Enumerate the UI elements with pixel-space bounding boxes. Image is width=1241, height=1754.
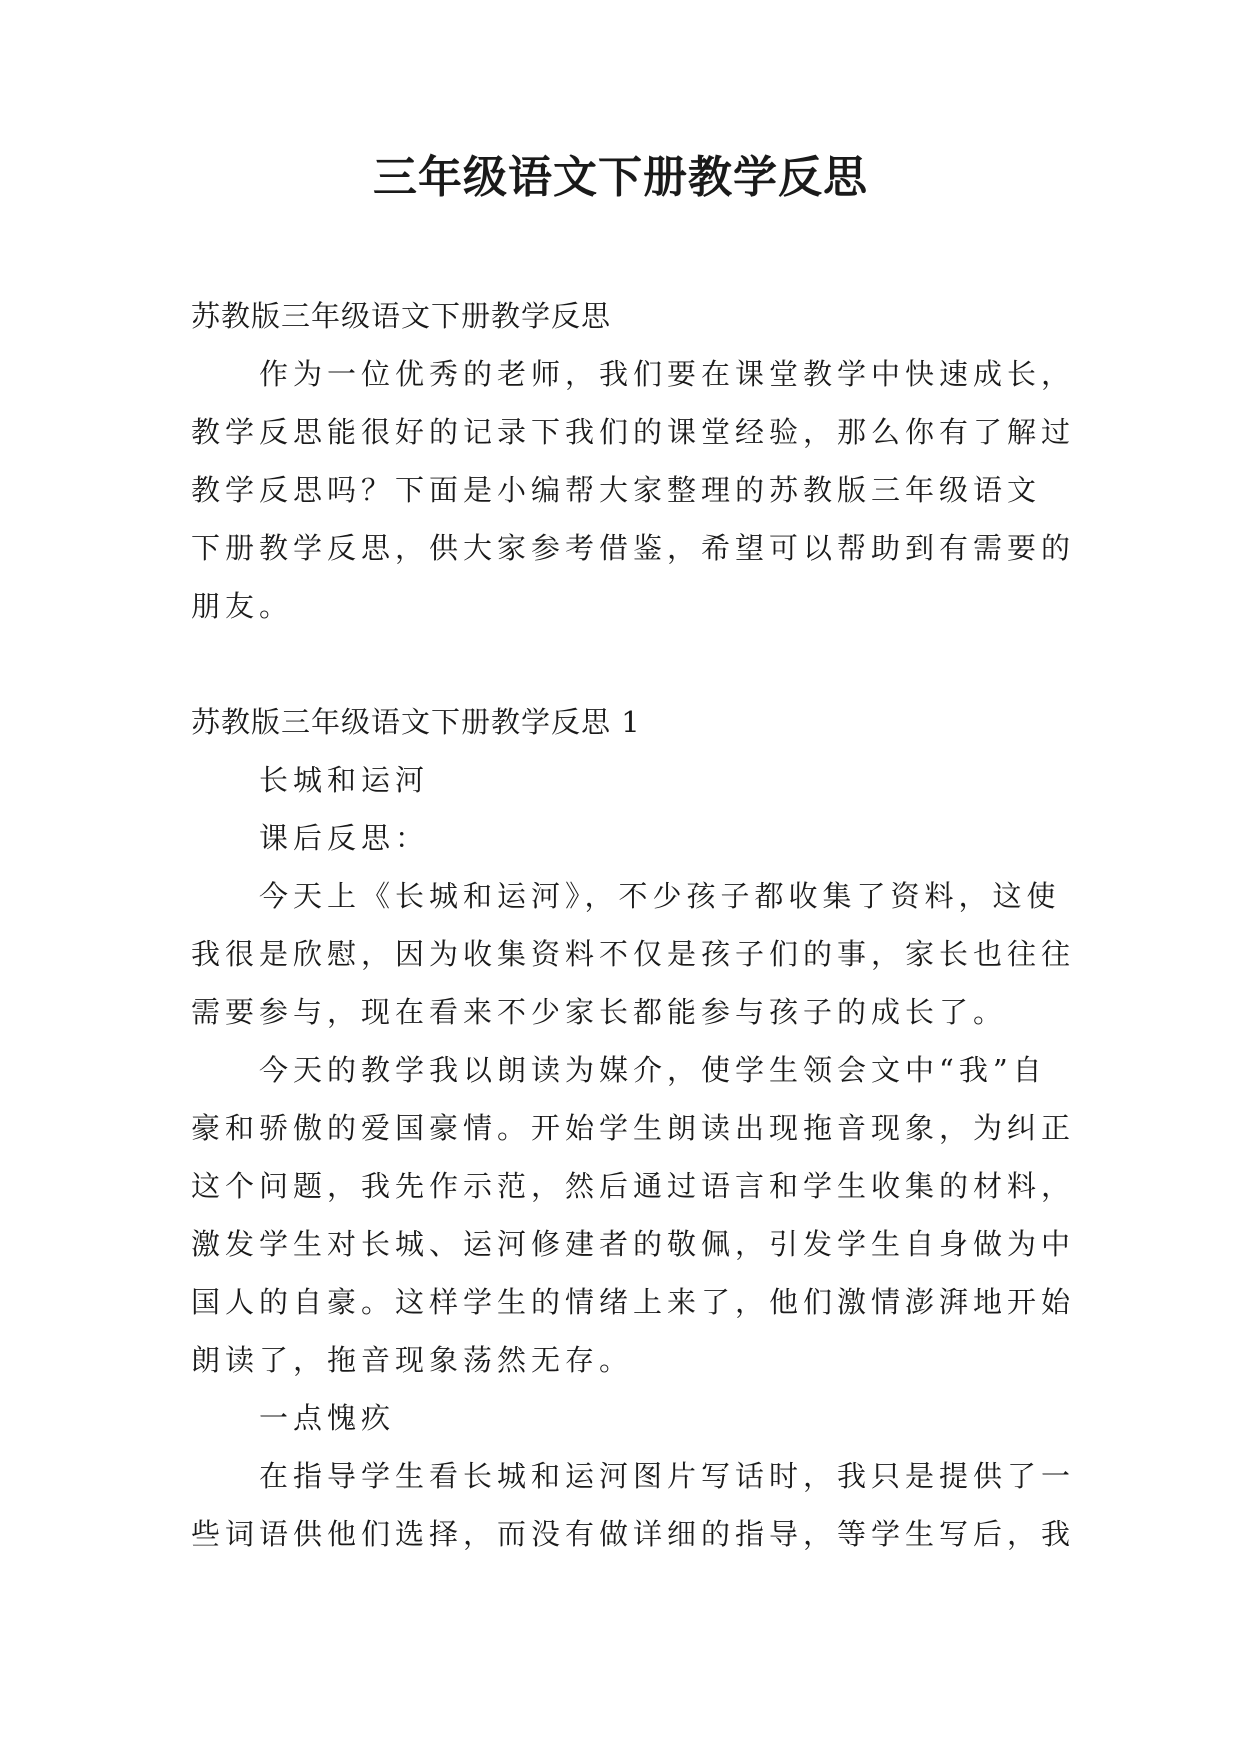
document-title: 三年级语文下册教学反思 (373, 152, 868, 203)
paragraph-line: 这个问题，我先作示范，然后通过语言和学生收集的材料， (191, 1169, 1076, 1203)
paragraph-line: 作为一位优秀的老师，我们要在课堂教学中快速成长， (259, 357, 1076, 391)
paragraph-line: 朗读了，拖音现象荡然无存。 (191, 1343, 634, 1377)
subheading-line: 长城和运河 (259, 763, 430, 797)
paragraph-line: 教学反思吗？下面是小编帮大家整理的苏教版三年级语文 (191, 473, 1042, 507)
paragraph-line: 下册教学反思，供大家参考借鉴，希望可以帮助到有需要的 (191, 531, 1076, 565)
paragraph-line: 些词语供他们选择，而没有做详细的指导，等学生写后，我 (191, 1517, 1076, 1551)
paragraph-line: 今天的教学我以朗读为媒介，使学生领会文中“我”自 (259, 1053, 1047, 1087)
subheading-line: 一点愧疚 (259, 1401, 396, 1435)
subheading-line: 课后反思： (259, 821, 430, 855)
paragraph-line: 在指导学生看长城和运河图片写话时，我只是提供了一 (259, 1459, 1076, 1493)
paragraph-line: 豪和骄傲的爱国豪情。开始学生朗读出现拖音现象，为纠正 (191, 1111, 1076, 1145)
document-body (191, 287, 1076, 1563)
blank-line (191, 635, 1069, 693)
paragraph-line: 教学反思能很好的记录下我们的课堂经验，那么你有了解过 (191, 415, 1076, 449)
paragraph-line: 朋友。 (191, 589, 294, 623)
paragraph-line: 需要参与，现在看来不少家长都能参与孩子的成长了。 (191, 995, 1008, 1029)
paragraph-line: 我很是欣慰，因为收集资料不仅是孩子们的事，家长也往往 (191, 937, 1076, 971)
paragraph-line: 国人的自豪。这样学生的情绪上来了，他们激情澎湃地开始 (191, 1285, 1076, 1319)
paragraph-line: 激发学生对长城、运河修建者的敬佩，引发学生自身做为中 (191, 1227, 1076, 1261)
section-heading: 苏教版三年级语文下册教学反思 (191, 299, 612, 333)
section-heading: 苏教版三年级语文下册教学反思 1 (191, 705, 641, 739)
paragraph-line: 今天上《长城和运河》，不少孩子都收集了资料，这使 (259, 879, 1061, 913)
